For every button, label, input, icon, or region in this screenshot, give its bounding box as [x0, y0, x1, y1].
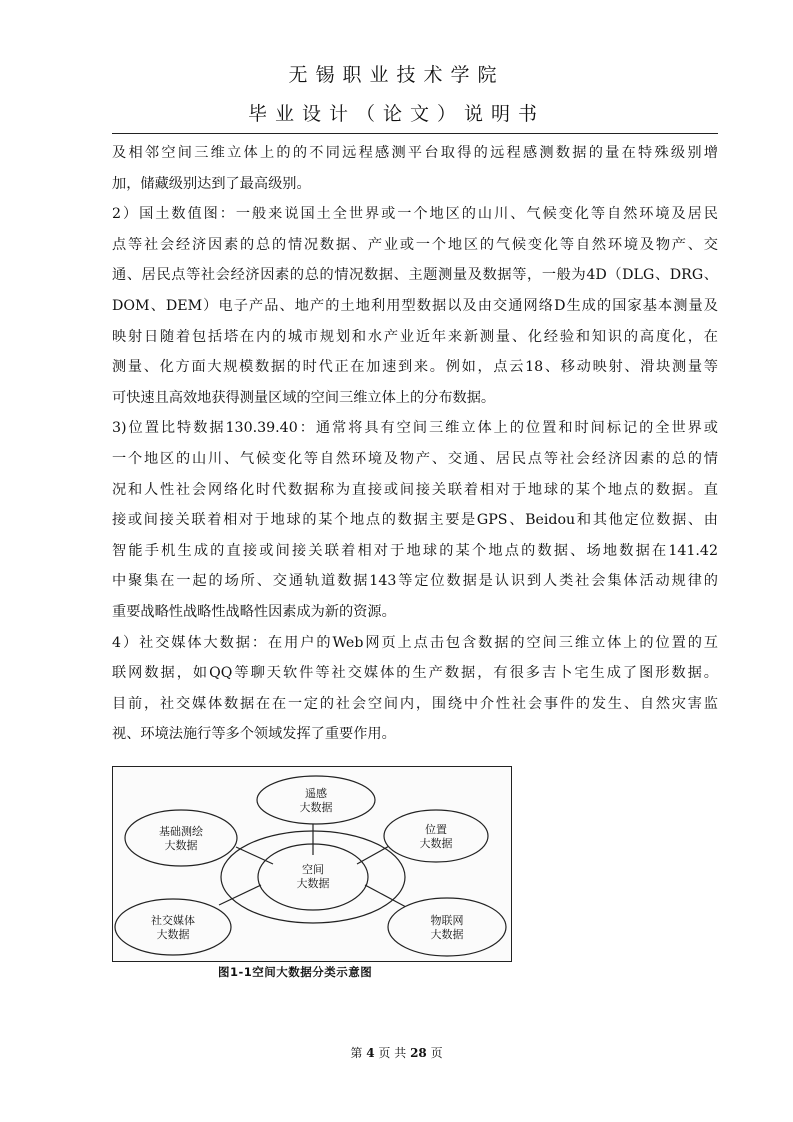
node-top-label-1: 遥感	[305, 787, 327, 800]
node-right-label-2: 大数据	[419, 837, 453, 850]
center-label-2: 大数据	[296, 877, 330, 890]
figure-caption: 图1-1空间大数据分类示意图	[218, 965, 373, 979]
text-line: 可快速且高效地获得测量区域的空间三维立体上的分布数据。	[112, 389, 496, 406]
text-line: 智能手机生成的直接或间接关联着相对于地球的某个地点的数据、场地数据在141.42	[112, 542, 718, 559]
node-right-label-1: 位置	[425, 823, 447, 836]
node-left	[125, 810, 237, 866]
text-line: 及相邻空间三维立体上的的不同远程感测平台取得的远程感测数据的量在特殊级别增	[112, 145, 718, 161]
footer-prefix: 第	[350, 1046, 363, 1060]
footer-suffix: 页	[430, 1046, 443, 1060]
node-right	[384, 810, 488, 862]
text-line: 重要战略性战略性战略性因素成为新的资源。	[112, 603, 396, 620]
body-text	[112, 138, 718, 750]
node-bottom-left-label-1: 社交媒体	[151, 914, 195, 927]
node-top	[257, 776, 375, 824]
node-left-label-2: 大数据	[164, 839, 198, 852]
text-line: 一个地区的山川、气候变化等自然环境及物产、交通、居民点等社会经济因素的总的情	[112, 450, 718, 467]
text-line: 点等社会经济因素的总的情况数据、产业或一个地区的气候变化等自然环境及物产、交	[112, 236, 718, 253]
paragraph-1	[112, 138, 718, 199]
classification-figure	[112, 766, 512, 962]
paragraph-3	[112, 413, 718, 627]
text-line: DOM、DEM）电子产品、地产的土地利用型数据以及由交通网络D生成的国家基本测量及	[112, 297, 718, 314]
node-top-label-2: 大数据	[299, 801, 333, 814]
text-line: 视、环境法施行等多个领域发挥了重要作用。	[112, 726, 396, 743]
text-line: 联网数据，如QQ等聊天软件等社交媒体的生产数据，有很多吉卜宅生成了图形数据。	[112, 665, 718, 682]
node-bottom-left	[115, 899, 231, 955]
text-line: 目前，社交媒体数据在在一定的社会空间内，围绕中介性社会事件的发生、自然灾害监	[112, 695, 718, 712]
text-line: 接或间接关联着相对于地球的某个地点的数据主要是GPS、Beidou和其他定位数据、由	[112, 512, 718, 529]
text-line: 测量、化方面大规模数据的时代正在加速到来。例如，点云18、移动映射、滑块测量等	[112, 359, 718, 376]
text-line: 3)位置比特数据130.39.40：通常将具有空间三维立体上的位置和时间标记的全世界或	[112, 420, 718, 437]
diagram-svg	[113, 767, 511, 961]
text-line: 通、居民点等社会经济因素的总的情况数据、主题测量及数据等，一般为4D（DLG、DRG、	[112, 267, 718, 284]
text-line: 况和人性社会网络化时代数据称为直接或间接关联着相对于地球的某个地点的数据。直	[112, 481, 718, 498]
page-number: 4	[366, 1046, 375, 1060]
node-bottom-right-label-2: 大数据	[430, 928, 464, 941]
paragraph-4	[112, 628, 718, 750]
total-pages: 28	[410, 1046, 427, 1060]
text-line: 4）社交媒体大数据：在用户的Web网页上点击包含数据的空间三维立体上的位置的互	[112, 634, 718, 651]
connector-left	[236, 847, 273, 864]
node-left-label-1: 基础测绘	[159, 825, 203, 838]
node-bottom-right-label-1: 物联网	[430, 914, 464, 927]
document-title: 毕业设计（论文）说明书	[247, 103, 545, 125]
page-footer	[0, 1044, 793, 1061]
text-line: 映射日随着包括塔在内的城市规划和水产业近年来新测量、化经验和知识的高度化，在	[112, 328, 718, 345]
center-label-1: 空间	[302, 863, 324, 876]
text-line: 中聚集在一起的场所、交通轨道数据143等定位数据是认识到人类社会集体活动规律的	[112, 573, 718, 590]
header-rule	[112, 133, 718, 134]
footer-mid: 页 共	[378, 1046, 407, 1060]
paragraph-2	[112, 199, 718, 413]
text-line: 2）国土数值图：一般来说国土全世界或一个地区的山川、气候变化等自然环境及居民	[112, 206, 718, 223]
connector-bottom-left	[219, 885, 261, 905]
node-bottom-left-label-2: 大数据	[156, 928, 190, 941]
text-line: 加，储藏级别达到了最高级别。	[112, 175, 311, 192]
school-name: 无锡职业技术学院	[288, 64, 505, 86]
connector-bottom-right	[365, 885, 406, 907]
node-bottom-right	[388, 898, 506, 956]
